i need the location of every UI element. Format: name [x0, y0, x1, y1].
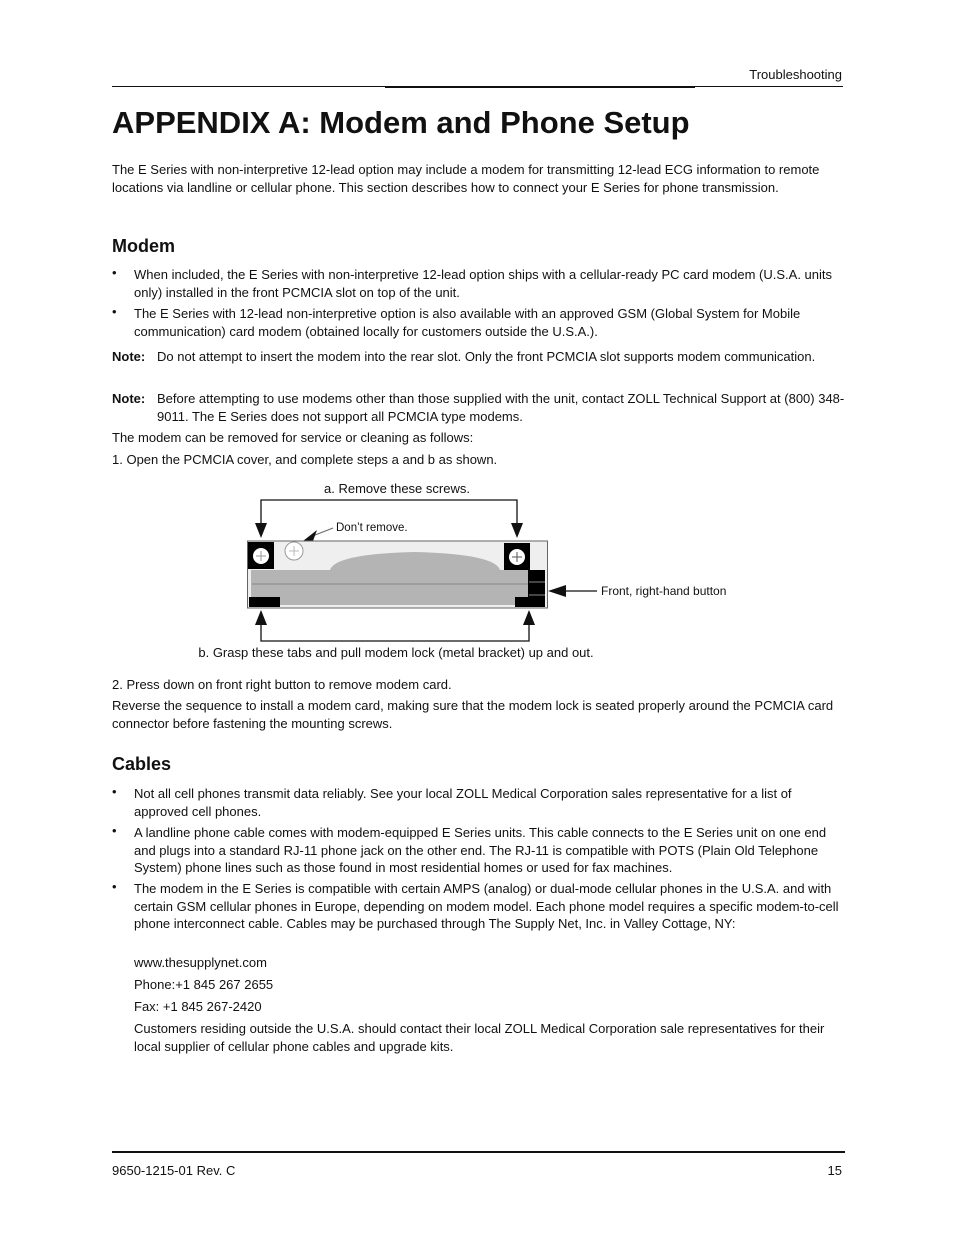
supplier-website: www.thesupplynet.com: [134, 955, 267, 970]
header-rule-thick: [385, 86, 695, 88]
arrow-icon: [511, 523, 523, 538]
arrow-icon: [303, 530, 317, 541]
step-2: 2. Press down on front right button to remove modem card.: [112, 677, 452, 692]
bullet-text: The modem in the E Series is compatible with certain AMPS (analog) or dual-mode cellular phones in the U.S.A. and with certain GSM cellular phones in Europe, depending on modem model. Each phone model requires a specific modem-to-cell phone interconnect cable. Cables may be purchased through The Supply Net, Inc. in Valley Cottage, NY:: [134, 881, 839, 931]
arrow-icon: [548, 585, 566, 597]
note-text: Do not attempt to insert the modem into the rear slot. Only the front PCMCIA slot supports modem communication.: [157, 349, 816, 364]
label-dont-remove: Don’t remove.: [336, 522, 408, 534]
label-remove-screws: a. Remove these screws.: [324, 481, 470, 496]
supplier-phone: Phone:+1 845 267 2655: [134, 977, 274, 992]
arrow-icon: [255, 610, 267, 625]
intro-paragraph: The E Series with non-interpretive 12-lead option may include a modem for transmitting 12-lead ECG information to remote locations via landline or cellular phone. This section describes how to connect your E Series for phone transmission.: [112, 162, 820, 195]
bullet-text: Not all cell phones transmit data reliably. See your local ZOLL Medical Corporation sales representative for a list of approved cell phones.: [134, 786, 792, 819]
outside-usa-paragraph: Customers residing outside the U.S.A. should contact their local ZOLL Medical Corporation sale representatives for their local supplier of cellular phone cables and upgrade kits.: [134, 1021, 825, 1054]
cables-heading: Cables: [112, 754, 172, 774]
reverse-paragraph: Reverse the sequence to install a modem card, making sure that the modem lock is seated properly around the PCMCIA card connector before fastening the mounting screws.: [112, 698, 834, 731]
tab-right: [515, 597, 545, 607]
arrow-icon: [523, 610, 535, 625]
supplier-fax: Fax: +1 845 267-2420: [134, 999, 262, 1014]
page-number: 15: [827, 1163, 842, 1178]
modem-heading: Modem: [112, 236, 175, 256]
modem-diagram: [0, 470, 954, 670]
note-label: Note:: [112, 391, 146, 406]
arrow-icon: [255, 523, 267, 538]
label-front-button: Front, right-hand button: [601, 584, 727, 598]
tab-left: [249, 597, 280, 607]
label-grasp-tabs: b. Grasp these tabs and pull modem lock (metal bracket) up and out.: [198, 645, 594, 660]
running-header: Troubleshooting: [749, 67, 842, 82]
bullet-text: A landline phone cable comes with modem-equipped E Series units. This cable connects to the E Series unit on one end and plugs into a standard RJ-11 phone jack on the other end. The RJ-11 is compatible with POTS (Plain Old Telephone System) phone lines such as those found in most residential homes or used for fax machines.: [134, 825, 827, 875]
bullet-text: When included, the E Series with non-interpretive 12-lead option ships with a cellular-ready PC card modem (U.S.A. units only) installed in the front PCMCIA slot on top of the unit.: [134, 267, 833, 300]
doc-number: 9650-1215-01 Rev. C: [112, 1163, 236, 1178]
removal-intro: The modem can be removed for service or cleaning as follows:: [112, 430, 474, 445]
bullet-text: The E Series with 12-lead non-interpretive option is also available with an approved GSM (Global System for Mobile communication) card modem (obtained locally for customers outside the U.S.A.).: [134, 306, 801, 339]
page-title: APPENDIX A: Modem and Phone Setup: [112, 105, 690, 140]
footer-rule: [112, 1151, 845, 1153]
note-label: Note:: [112, 349, 146, 364]
note-text: Before attempting to use modems other than those supplied with the unit, contact ZOLL Technical Support at (800) 348-9011. The E Series does not support all PCMCIA type modems.: [157, 391, 845, 424]
step-1: 1. Open the PCMCIA cover, and complete steps a and b as shown.: [112, 452, 498, 467]
bracket-line-bottom: [261, 612, 529, 641]
